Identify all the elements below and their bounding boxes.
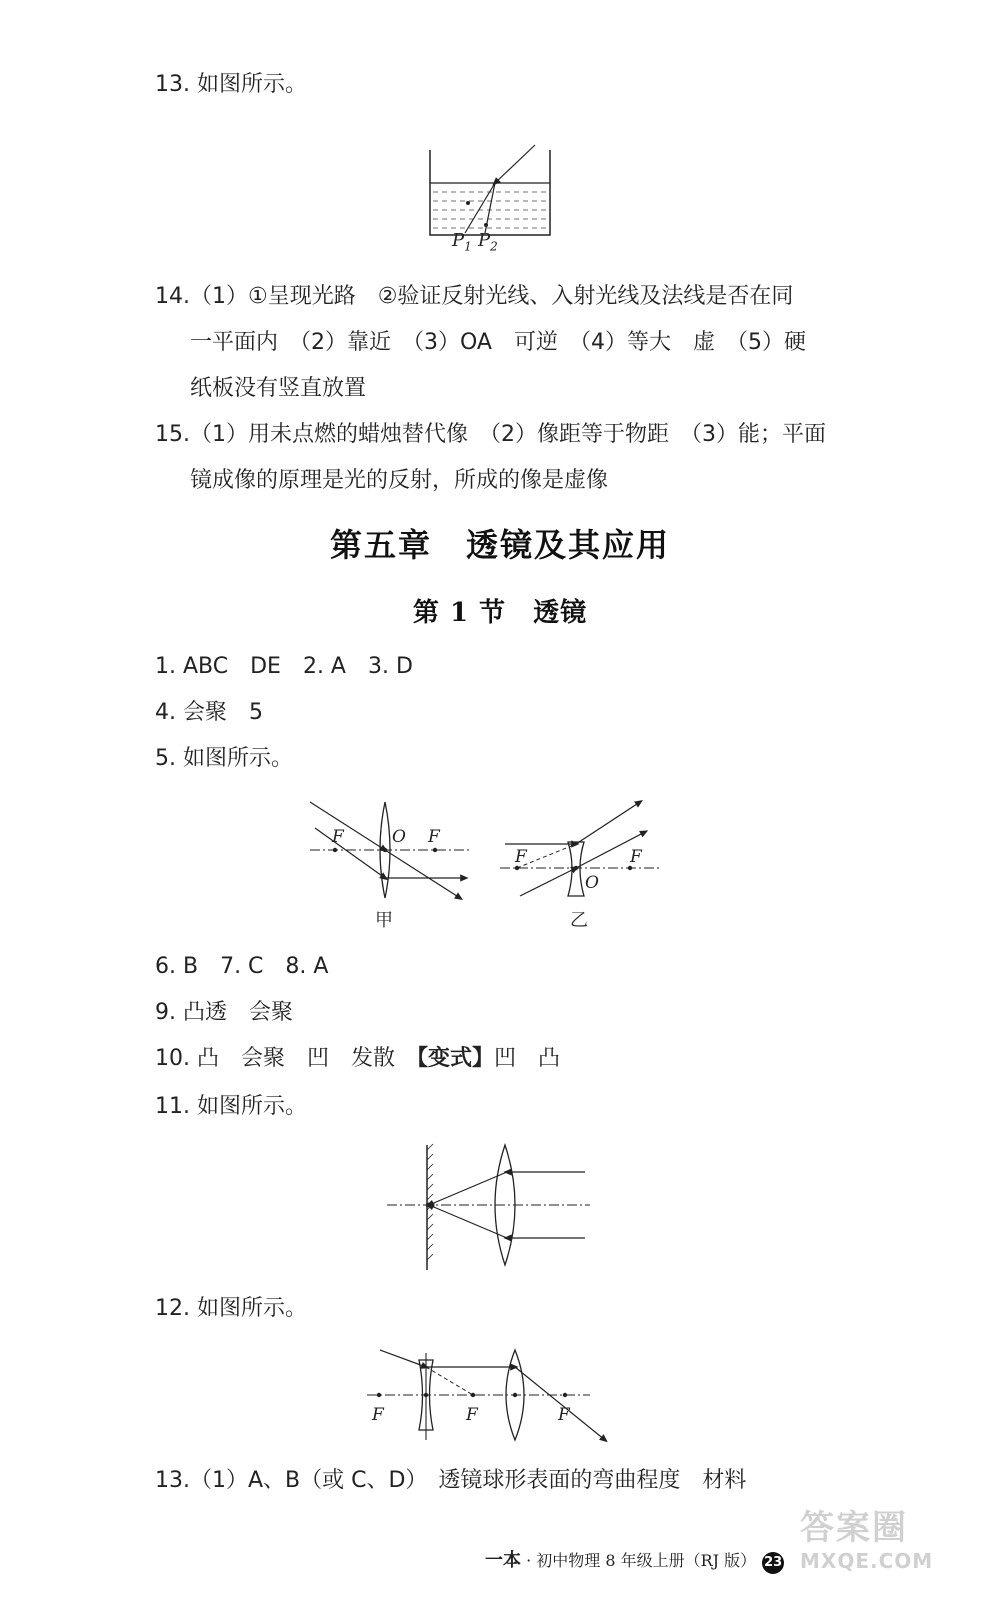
mirror-lens-figure xyxy=(385,1140,595,1280)
jia-F-left: F xyxy=(332,827,344,847)
p1-letter: P xyxy=(452,230,465,251)
q6-8-answers: 6. B 7. C 8. A xyxy=(155,954,329,979)
footer-text: · 初中物理 8 年级上册（RJ 版） xyxy=(521,1551,757,1570)
q11-text: 11. 如图所示。 xyxy=(155,1094,307,1119)
q13-text: 13. 如图所示。 xyxy=(155,72,307,97)
page-number: 23 xyxy=(762,1552,784,1574)
q13-section-answer: 13.（1）A、B（或 C、D） 透镜球形表面的弯曲程度 材料 xyxy=(155,1468,747,1493)
q12-text: 12. 如图所示。 xyxy=(155,1296,307,1321)
water-refraction-figure xyxy=(425,145,575,255)
q14-line3: 纸板没有竖直放置 xyxy=(190,376,367,401)
jia-O: O xyxy=(392,827,406,847)
p2-letter: P xyxy=(478,230,491,251)
yi-F-left: F xyxy=(515,847,527,867)
jia-label: 甲 xyxy=(375,910,393,931)
q9-answer: 9. 凸透 会聚 xyxy=(155,1000,293,1025)
watermark-line2: MXQE.COM xyxy=(800,1549,934,1573)
q15-line1: 15.（1）用未点燃的蜡烛替代像 （2）像距等于物距 （3）能；平面 xyxy=(155,422,826,447)
q10-answer xyxy=(155,1044,560,1074)
yi-F-right: F xyxy=(630,847,642,867)
watermark-line1: 答案圈 xyxy=(800,1508,908,1548)
q15-line2: 镜成像的原理是光的反射，所成的像是虚像 xyxy=(190,468,609,493)
q5-text: 5. 如图所示。 xyxy=(155,746,293,771)
chapter-title: 第五章 透镜及其应用 xyxy=(329,526,670,564)
q10-variant-tag: 【变式】 xyxy=(416,1046,494,1071)
q14-line1: 14.（1）①呈现光路 ②验证反射光线、入射光线及法线是否在同 xyxy=(155,284,794,309)
q10-part1: 10. 凸 会聚 凹 发散 xyxy=(155,1046,417,1071)
lens-figure-jia xyxy=(305,800,475,910)
p1-label xyxy=(452,226,472,262)
p2-label xyxy=(478,226,498,262)
q10-part2: 凹 凸 xyxy=(494,1046,561,1071)
q4-answer: 4. 会聚 5 xyxy=(155,700,263,725)
fig12-F-1: F xyxy=(372,1405,384,1425)
yi-O: O xyxy=(585,873,599,893)
p1-subscript: 1 xyxy=(464,239,472,254)
section-title: 第 1 节 透镜 xyxy=(412,598,588,628)
p2-subscript: 2 xyxy=(490,239,498,254)
watermark-logo xyxy=(800,1500,990,1590)
q14-line2: 一平面内 （2）靠近 （3）OA 可逆 （4）等大 虚 （5）硬 xyxy=(190,330,806,355)
fig12-F-3: F xyxy=(558,1405,570,1425)
fig12-F-2: F xyxy=(466,1405,478,1425)
page-footer xyxy=(485,1546,784,1574)
yi-label: 乙 xyxy=(570,910,588,931)
footer-brand: 一本 xyxy=(485,1550,521,1571)
q1-3-answers: 1. ABC DE 2. A 3. D xyxy=(155,654,413,679)
jia-F-right: F xyxy=(428,827,440,847)
lens-system-figure xyxy=(365,1345,615,1445)
